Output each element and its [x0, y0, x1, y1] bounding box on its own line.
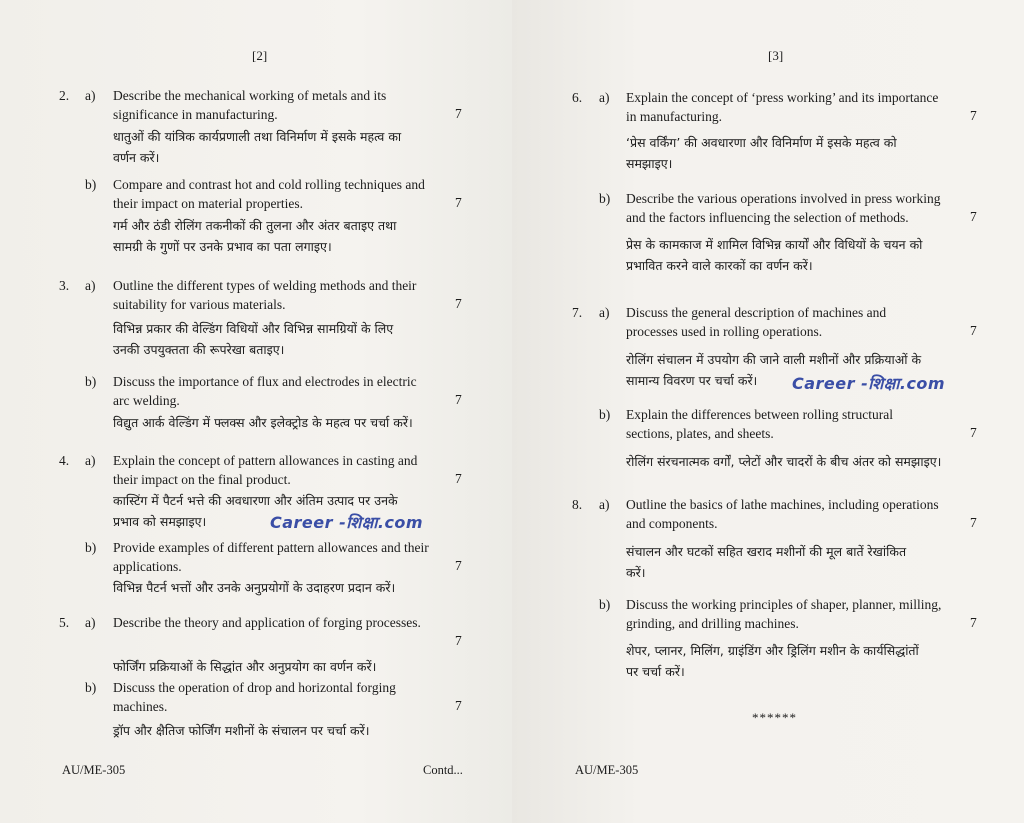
question-text-en: Discuss the working principles of shaper, planner, milling, grinding, and drilling machines.	[626, 597, 942, 631]
part-label: a)	[85, 88, 96, 103]
footer-contd: Contd...	[423, 763, 463, 777]
part-label: b)	[599, 191, 611, 206]
question-text-en: Discuss the importance of flux and electrodes in electric arc welding.	[113, 374, 417, 408]
question-text-en: Outline the basics of lathe machines, including operations and components.	[626, 497, 939, 531]
part-label: b)	[85, 680, 97, 695]
marks: 7	[970, 108, 977, 123]
part-label: b)	[85, 374, 97, 389]
question-text-hi: कास्टिंग में पैटर्न भत्ते की अवधारणा और अंतिम उत्पाद पर उनके प्रभाव को समझाइए।	[113, 493, 398, 529]
marks: 7	[455, 392, 462, 407]
question-text-hi: शेपर, प्लानर, मिलिंग, ग्राइंडिंग और ड्रिलिंग मशीन के कार्यसिद्धांतों पर चर्चा करें।	[626, 643, 919, 679]
question-text-en: Compare and contrast hot and cold rolling techniques and their impact on material properties.	[113, 177, 425, 211]
question-number: 2.	[59, 88, 70, 103]
part-label: a)	[599, 305, 610, 320]
end-marker: ******	[752, 710, 797, 725]
marks: 7	[455, 698, 462, 713]
question-text-en: Describe the various operations involved in press working and the factors influencing the selection of methods.	[626, 191, 941, 225]
question-text-hi: ड्रॉप और क्षैतिज फोर्जिंग मशीनों के संचालन पर चर्चा करें।	[113, 723, 370, 738]
question-text-en: Provide examples of different pattern allowances and their applications.	[113, 540, 429, 574]
question-text-en: Explain the differences between rolling structural sections, plates, and sheets.	[626, 407, 894, 441]
marks: 7	[455, 106, 462, 121]
question-text-hi: प्रेस के कामकाज में शामिल विभिन्न कार्यों और विधियों के चयन को प्रभावित करने वाले कारकों का वर्णन करें।	[626, 237, 923, 273]
page-number: [3]	[768, 48, 784, 63]
question-text-hi: रोलिंग संरचनात्मक वर्गों, प्लेटों और चादरों के बीच अंतर को समझाइए।	[626, 454, 942, 469]
marks: 7	[455, 471, 462, 486]
question-number: 8.	[572, 497, 583, 512]
question-text-hi: विभिन्न पैटर्न भत्तों और उनके अनुप्रयोगों के उदाहरण प्रदान करें।	[113, 580, 396, 595]
watermark: Career -शिक्षा.com	[792, 374, 946, 393]
marks: 7	[970, 425, 977, 440]
right-page	[512, 0, 1024, 823]
part-label: b)	[85, 177, 97, 192]
part-label: a)	[85, 278, 96, 293]
part-label: a)	[85, 453, 96, 468]
part-label: a)	[599, 497, 610, 512]
question-text-en: Discuss the operation of drop and horizontal forging machines.	[113, 680, 396, 714]
part-label: b)	[599, 597, 611, 612]
question-text-hi: विभिन्न प्रकार की वेल्डिंग विधियों और विभिन्न सामग्रियों के लिए उनकी उपयुक्तता की रूपरेखा बताइए।	[113, 321, 394, 357]
question-text-hi: फोर्जिंग प्रक्रियाओं के सिद्धांत और अनुप्रयोग का वर्णन करें।	[113, 659, 377, 674]
question-text-en: Outline the different types of welding methods and their suitability for various materials.	[113, 278, 417, 312]
part-label: b)	[599, 407, 611, 422]
question-number: 5.	[59, 615, 70, 630]
marks: 7	[970, 323, 977, 338]
watermark: Career -शिक्षा.com	[270, 513, 424, 532]
marks: 7	[455, 195, 462, 210]
question-text-hi: रोलिंग संचालन में उपयोग की जाने वाली मशीनों और प्रक्रियाओं के सामान्य विवरण पर चर्चा करें।	[626, 352, 922, 388]
part-label: b)	[85, 540, 97, 555]
question-text-hi: ‘प्रेस वर्किंग’ की अवधारणा और विनिर्माण में इसके महत्व को समझाइए।	[626, 135, 897, 171]
part-label: a)	[599, 90, 610, 105]
question-text-hi: संचालन और घटकों सहित खराद मशीनों की मूल बातें रेखांकित करें।	[626, 544, 907, 580]
question-text-en: Explain the concept of ‘press working’ and its importance in manufacturing.	[626, 90, 939, 124]
question-text-hi: धातुओं की यांत्रिक कार्यप्रणाली तथा विनिर्माण में इसके महत्व का वर्णन करें।	[113, 129, 402, 165]
question-text-hi: गर्म और ठंडी रोलिंग तकनीकों की तुलना और अंतर बताइए तथा सामग्री के गुणों पर उनके प्रभाव का पता लगाइए।	[113, 218, 397, 254]
marks: 7	[970, 209, 977, 224]
question-number: 3.	[59, 278, 70, 293]
question-text-en: Describe the theory and application of forging processes.	[113, 615, 421, 630]
question-number: 7.	[572, 305, 583, 320]
page-number: [2]	[252, 48, 268, 63]
question-text-en: Explain the concept of pattern allowances in casting and their impact on the final product.	[113, 453, 418, 487]
question-number: 4.	[59, 453, 70, 468]
question-number: 6.	[572, 90, 583, 105]
question-text-hi: विद्युत आर्क वेल्डिंग में फ्लक्स और इलेक्ट्रोड के महत्व पर चर्चा करें।	[113, 415, 413, 430]
marks: 7	[455, 633, 462, 648]
marks: 7	[455, 558, 462, 573]
marks: 7	[455, 296, 462, 311]
marks: 7	[970, 515, 977, 530]
footer-code: AU/ME-305	[575, 763, 639, 777]
part-label: a)	[85, 615, 96, 630]
marks: 7	[970, 615, 977, 630]
question-text-en: Describe the mechanical working of metals and its significance in manufacturing.	[113, 88, 387, 122]
footer-code: AU/ME-305	[62, 763, 126, 777]
question-text-en: Discuss the general description of machines and processes used in rolling operations.	[626, 305, 887, 339]
